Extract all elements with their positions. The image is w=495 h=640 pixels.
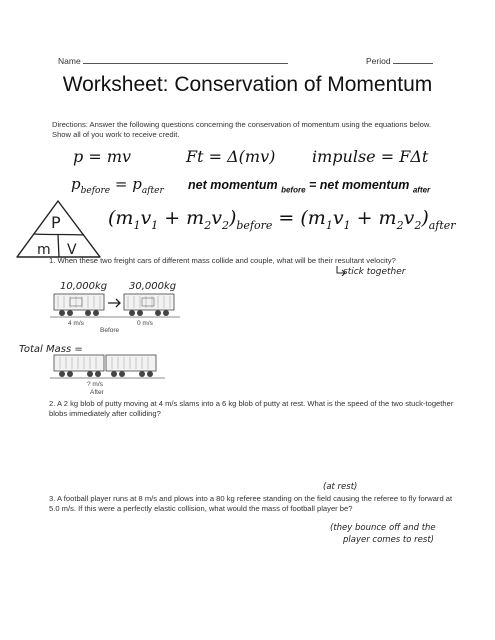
handwritten-at-rest: (at rest) [323,482,358,492]
eq-p-mv: p = mv [73,147,132,166]
period-label: Period [366,56,391,66]
eq-p-conservation [71,175,164,196]
question-1: 1. When these two freight cars of different mass collide and couple, what will be their resultant velocity? [49,256,396,265]
eq-p-before: p [71,175,81,193]
triangle-p: P [51,213,61,232]
freight-car-right [124,294,174,316]
triangle-v: V [67,242,77,258]
page-title: Worksheet: Conservation of Momentum [62,73,433,96]
net-after-sub: after [412,185,431,195]
handwritten-total-mass: Total Mass = [19,344,83,355]
freight-car-left [54,294,104,316]
pmv-triangle-diagram [14,198,104,260]
eq-ft: Ft = Δ(mv) [186,147,276,166]
question-2: 2. A 2 kg blob of putty moving at 4 m/s slams into a 6 kg blob of putty at rest. What is the speed of the two stuck-together blobs immediately after colliding? [49,399,454,418]
name-label: Name [58,56,81,66]
eq-p-equals: = p [114,175,142,193]
handwritten-bounce-2: player comes to rest) [343,535,434,545]
arrow-right-icon [108,299,120,307]
big-after-sub: after [428,218,456,232]
handwritten-mass-1: 10,000kg [60,281,108,292]
directions: Directions: Answer the following questions concerning the conservation of momentum using the equations below. Show all of you work to receive credit. [52,120,432,139]
eq-impulse: impulse = FΔt [312,147,429,166]
coupled-freight-cars [54,355,156,377]
handwritten-mass-2: 30,000kg [129,281,177,292]
after-label: After [90,389,104,396]
eq-before-sub: before [80,186,111,196]
hand-arrow-icon [335,265,347,277]
net-momentum-left: net momentum [188,178,282,192]
freight-cars-before-illustration [50,292,180,318]
period-blank [393,63,433,64]
freight-cars-after-illustration [50,353,165,379]
name-field [58,56,288,66]
handwritten-bounce-1: (they bounce off and the [330,523,436,533]
handwritten-stick-together: stick together [343,267,406,277]
eq-big-conservation: $(m_1v_1 + m_2v_2)_{before} = (m_1v_1 + m_2v_2)_{after}$ [108,207,456,232]
name-blank [83,63,288,64]
speed-right: 0 m/s [137,320,153,327]
period-field [366,56,433,66]
net-before-sub: before [281,185,306,195]
triangle-m: m [37,242,51,258]
speed-left: 4 m/s [68,320,84,327]
before-label: Before [100,327,120,334]
net-momentum-right: = net momentum [305,178,413,192]
question-3: 3. A football player runs at 8 m/s and plows into a 80 kg referee standing on the field causing the referee to fly forward at 5.0 m/s. If this were a perfectly elastic collision, what would the mass of football player be? [49,494,453,513]
big-before-sub: before [236,218,273,232]
eq-after-sub: after [141,186,164,196]
speed-after: ? m/s [87,381,103,388]
eq-net-momentum [188,178,430,195]
